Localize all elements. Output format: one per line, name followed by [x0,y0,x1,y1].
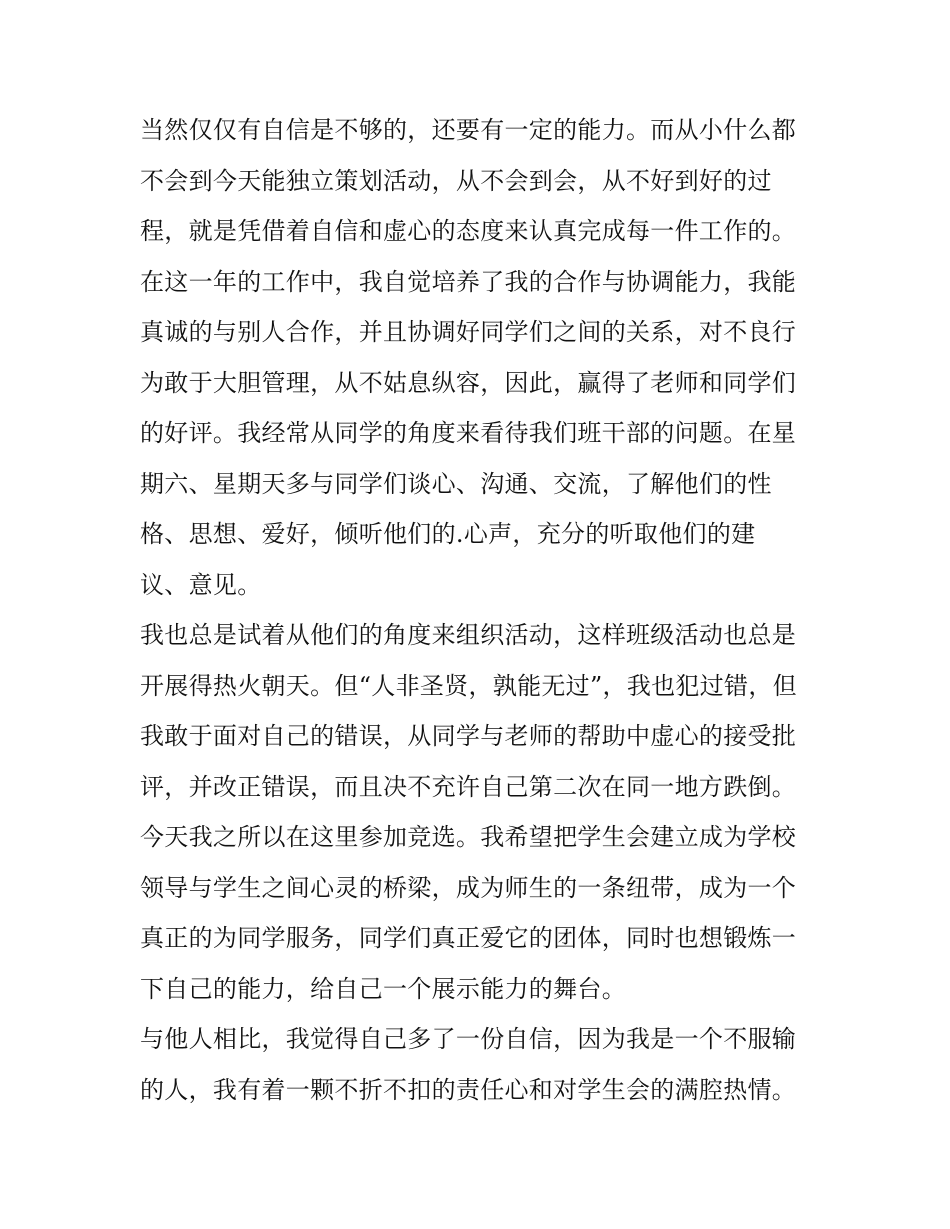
text-line: 真正的为同学服务，同学们真正爱它的团体，同时也想锻炼一 [140,924,797,952]
text-line: 的好评。我经常从同学的角度来看待我们班干部的问题。在星 [140,419,797,447]
text-line: 不会到今天能独立策划活动，从不会到会，从不好到好的过 [140,166,772,195]
text-line: 为敢于大胆管理，从不姑息纵容，因此，赢得了老师和同学们 [140,368,797,397]
text-line: 程，就是凭借着自信和虚心的态度来认真完成每一件工作的。 [140,217,797,245]
text-line: 开展得热火朝天。但“人非圣贤，孰能无过”，我也犯过错，但 [140,671,797,700]
text-line: 当然仅仅有自信是不够的，还要有一定的能力。而从小什么都 [140,116,797,144]
text-line: 期六、星期天多与同学们谈心、沟通、交流，了解他们的性 [140,469,772,498]
text-line: 格、思想、爱好，倾听他们的.心声，充分的听取他们的建 [140,520,756,548]
text-line: 今天我之所以在这里参加竞选。我希望把学生会建立成为学校 [140,823,797,851]
text-line: 我也总是试着从他们的角度来组织活动，这样班级活动也总是 [140,621,797,649]
text-line: 领导与学生之间心灵的桥梁，成为师生的一条纽带，成为一个 [140,873,797,902]
text-line: 议、意见。 [140,570,262,599]
text-line: 与他人相比，我觉得自己多了一份自信，因为我是一个不服输 [140,1025,797,1053]
text-line: 下自己的能力，给自己一个展示能力的舞台。 [140,974,626,1003]
text-line: 真诚的与别人合作，并且协调好同学们之间的关系，对不良行 [140,318,797,346]
text-line: 在这一年的工作中，我自觉培养了我的合作与协调能力，我能 [140,267,797,296]
text-line: 评，并改正错误，而且决不充许自己第二次在同一地方跌倒。 [140,772,797,801]
text-line: 的人，我有着一颗不折不扣的责任心和对学生会的满腔热情。 [140,1075,797,1104]
document-body [140,105,830,1115]
text-line: 我敢于面对自己的错误，从同学与老师的帮助中虚心的接受批 [140,722,797,750]
